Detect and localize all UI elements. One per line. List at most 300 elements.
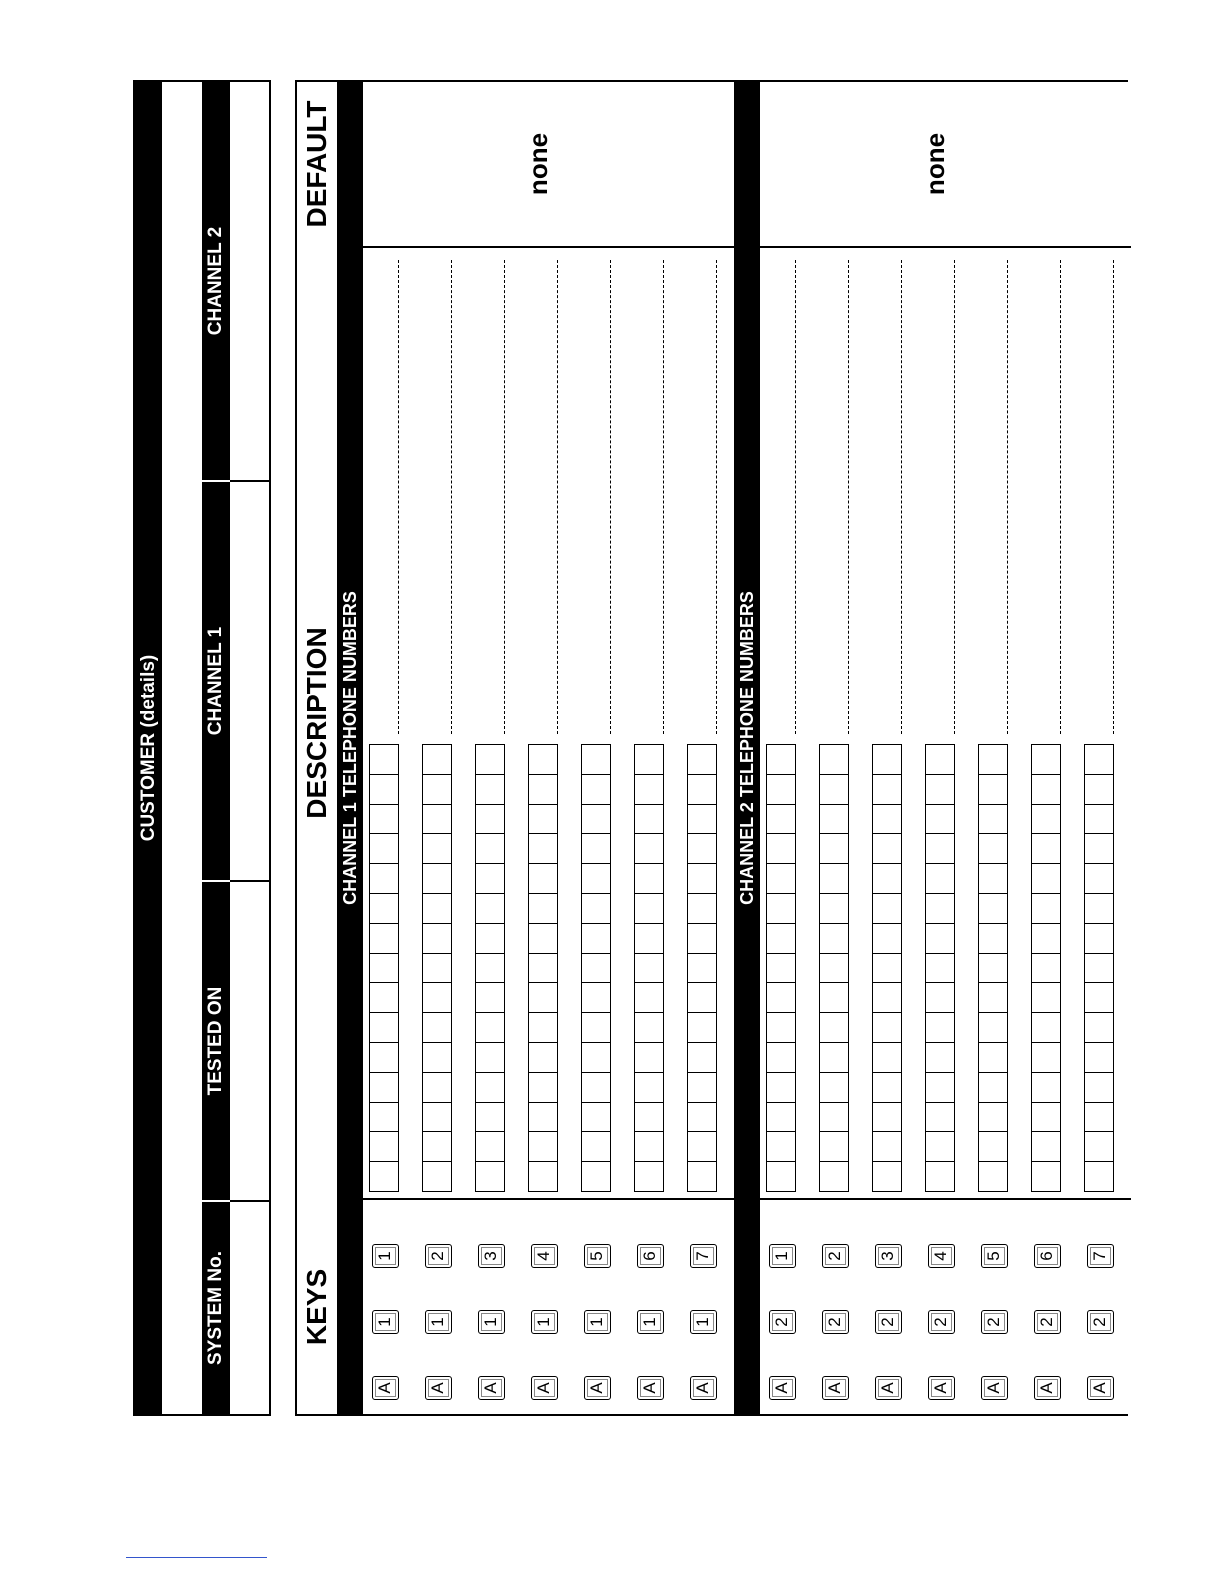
digit-box[interactable] (635, 863, 663, 893)
digit-box[interactable] (423, 1072, 451, 1102)
digit-box[interactable] (582, 1072, 610, 1102)
digit-box[interactable] (820, 1072, 848, 1102)
digit-box[interactable] (820, 833, 848, 863)
digit-box[interactable] (1085, 833, 1113, 863)
digit-box[interactable] (476, 923, 504, 953)
digit-box[interactable] (926, 982, 954, 1012)
digit-box[interactable] (529, 1042, 557, 1072)
digit-box[interactable] (635, 774, 663, 804)
digit-box[interactable] (370, 982, 398, 1012)
digit-box[interactable] (688, 833, 716, 863)
digit-box[interactable] (370, 1012, 398, 1042)
keypad-key: 2 (822, 1310, 849, 1334)
digit-box[interactable] (979, 1012, 1007, 1042)
keypad-key: 6 (1034, 1244, 1061, 1268)
digit-box[interactable] (635, 1161, 663, 1191)
keypad-key: 5 (981, 1244, 1008, 1268)
keypad-key: 1 (372, 1244, 399, 1268)
digit-box[interactable] (1085, 893, 1113, 923)
digit-box[interactable] (582, 1012, 610, 1042)
keypad-key: 2 (769, 1310, 796, 1334)
digit-box[interactable] (767, 804, 795, 834)
digit-box[interactable] (1032, 745, 1060, 774)
digit-box[interactable] (688, 863, 716, 893)
default-column-header: DEFAULT (301, 100, 332, 228)
digit-box[interactable] (476, 863, 504, 893)
digit-box[interactable] (767, 863, 795, 893)
column-divider (760, 246, 1131, 248)
digit-box[interactable] (979, 745, 1007, 774)
digit-box[interactable] (767, 774, 795, 804)
keypad-key: 5 (584, 1244, 611, 1268)
description-line[interactable] (663, 260, 664, 734)
digit-box[interactable] (582, 833, 610, 863)
phone-digit-boxes[interactable] (687, 744, 717, 1192)
digit-box[interactable] (1085, 863, 1113, 893)
digit-box[interactable] (370, 774, 398, 804)
digit-box[interactable] (873, 893, 901, 923)
phone-digit-boxes[interactable] (581, 744, 611, 1192)
digit-box[interactable] (979, 1072, 1007, 1102)
digit-box[interactable] (635, 833, 663, 863)
digit-box[interactable] (1085, 923, 1113, 953)
digit-box[interactable] (926, 1012, 954, 1042)
digit-box[interactable] (820, 774, 848, 804)
digit-box[interactable] (926, 774, 954, 804)
keypad-key: 3 (875, 1244, 902, 1268)
digit-box[interactable] (423, 1042, 451, 1072)
digit-box[interactable] (582, 982, 610, 1012)
digit-box[interactable] (529, 1072, 557, 1102)
digit-box[interactable] (979, 1042, 1007, 1072)
digit-box[interactable] (979, 1102, 1007, 1132)
digit-box[interactable] (1032, 774, 1060, 804)
digit-box[interactable] (423, 893, 451, 923)
digit-box[interactable] (529, 863, 557, 893)
channel-2-field[interactable] (230, 82, 271, 480)
digit-box[interactable] (1085, 774, 1113, 804)
phone-digit-boxes[interactable] (766, 744, 796, 1192)
keypad-key: A (769, 1376, 796, 1400)
digit-box[interactable] (873, 863, 901, 893)
digit-box[interactable] (370, 1072, 398, 1102)
customer-title: CUSTOMER (details) (135, 82, 162, 1414)
digit-box[interactable] (767, 1072, 795, 1102)
digit-box[interactable] (688, 923, 716, 953)
digit-box[interactable] (476, 1072, 504, 1102)
channel-1-header: CHANNEL 1 (205, 626, 226, 736)
phone-digit-boxes[interactable] (978, 744, 1008, 1192)
description-line[interactable] (795, 260, 796, 734)
digit-box[interactable] (582, 804, 610, 834)
digit-box[interactable] (820, 1102, 848, 1132)
digit-box[interactable] (476, 1102, 504, 1132)
digit-box[interactable] (688, 804, 716, 834)
digit-box[interactable] (476, 893, 504, 923)
digit-box[interactable] (635, 1072, 663, 1102)
digit-box[interactable] (476, 1161, 504, 1191)
channel-1-field[interactable] (230, 482, 271, 880)
keypad-key: 2 (981, 1310, 1008, 1334)
digit-box[interactable] (873, 745, 901, 774)
digit-box[interactable] (1032, 982, 1060, 1012)
keypad-key: A (478, 1376, 505, 1400)
digit-box[interactable] (979, 953, 1007, 983)
description-line[interactable] (901, 260, 902, 734)
digit-box[interactable] (529, 1012, 557, 1042)
digit-box[interactable] (926, 1042, 954, 1072)
digit-box[interactable] (979, 893, 1007, 923)
digit-box[interactable] (688, 893, 716, 923)
digit-box[interactable] (688, 774, 716, 804)
digit-box[interactable] (820, 1042, 848, 1072)
digit-box[interactable] (688, 1042, 716, 1072)
phone-digit-boxes[interactable] (872, 744, 902, 1192)
digit-box[interactable] (423, 745, 451, 774)
tested-on-header: TESTED ON (205, 986, 226, 1096)
digit-box[interactable] (529, 953, 557, 983)
digit-box[interactable] (582, 1161, 610, 1191)
digit-box[interactable] (1032, 804, 1060, 834)
digit-box[interactable] (688, 1131, 716, 1161)
digit-box[interactable] (926, 833, 954, 863)
digit-box[interactable] (1032, 1012, 1060, 1042)
digit-box[interactable] (767, 923, 795, 953)
digit-box[interactable] (1032, 863, 1060, 893)
digit-box[interactable] (926, 745, 954, 774)
keypad-key: A (637, 1376, 664, 1400)
digit-box[interactable] (767, 982, 795, 1012)
digit-box[interactable] (423, 833, 451, 863)
system-no-field[interactable] (230, 1202, 271, 1414)
digit-box[interactable] (582, 923, 610, 953)
digit-box[interactable] (820, 893, 848, 923)
digit-box[interactable] (370, 953, 398, 983)
digit-box[interactable] (635, 1102, 663, 1132)
keypad-key: 7 (690, 1244, 717, 1268)
digit-box[interactable] (370, 1042, 398, 1072)
keypad-key: 2 (822, 1244, 849, 1268)
digit-box[interactable] (423, 1131, 451, 1161)
description-line[interactable] (1113, 260, 1114, 734)
cell-divider (230, 480, 271, 482)
digit-box[interactable] (979, 863, 1007, 893)
digit-box[interactable] (370, 745, 398, 774)
digit-box[interactable] (476, 774, 504, 804)
digit-box[interactable] (1032, 1131, 1060, 1161)
phone-digit-boxes[interactable] (819, 744, 849, 1192)
digit-box[interactable] (370, 923, 398, 953)
digit-box[interactable] (529, 1131, 557, 1161)
description-line[interactable] (398, 260, 399, 734)
keypad-key: 4 (531, 1244, 558, 1268)
digit-box[interactable] (476, 1131, 504, 1161)
header-divider (202, 1200, 230, 1202)
phone-digit-boxes[interactable] (475, 744, 505, 1192)
digit-box[interactable] (979, 1161, 1007, 1191)
digit-box[interactable] (423, 863, 451, 893)
digit-box[interactable] (635, 1131, 663, 1161)
digit-box[interactable] (1085, 982, 1113, 1012)
digit-box[interactable] (767, 1131, 795, 1161)
digit-box[interactable] (926, 863, 954, 893)
digit-box[interactable] (820, 745, 848, 774)
digit-box[interactable] (767, 893, 795, 923)
digit-box[interactable] (873, 1161, 901, 1191)
keypad-key: A (690, 1376, 717, 1400)
digit-box[interactable] (370, 1131, 398, 1161)
digit-box[interactable] (926, 893, 954, 923)
digit-box[interactable] (635, 1012, 663, 1042)
digit-box[interactable] (423, 1012, 451, 1042)
digit-box[interactable] (688, 953, 716, 983)
keys-column-header: KEYS (301, 1268, 332, 1346)
digit-box[interactable] (529, 893, 557, 923)
digit-box[interactable] (582, 745, 610, 774)
digit-box[interactable] (529, 1161, 557, 1191)
phone-digit-boxes[interactable] (1031, 744, 1061, 1192)
phone-digit-boxes[interactable] (369, 744, 399, 1192)
digit-box[interactable] (370, 1161, 398, 1191)
digit-box[interactable] (635, 923, 663, 953)
digit-box[interactable] (529, 923, 557, 953)
keypad-key: 1 (478, 1310, 505, 1334)
digit-box[interactable] (423, 804, 451, 834)
column-divider (363, 246, 734, 248)
digit-box[interactable] (1085, 1012, 1113, 1042)
digit-box[interactable] (476, 833, 504, 863)
cell-divider (230, 1200, 271, 1202)
digit-box[interactable] (423, 953, 451, 983)
digit-box[interactable] (873, 1102, 901, 1132)
digit-box[interactable] (635, 982, 663, 1012)
digit-box[interactable] (370, 1102, 398, 1132)
keypad-key: 1 (372, 1310, 399, 1334)
digit-box[interactable] (873, 774, 901, 804)
keypad-key: 1 (425, 1310, 452, 1334)
digit-box[interactable] (476, 1012, 504, 1042)
digit-box[interactable] (688, 1102, 716, 1132)
keypad-key: 1 (690, 1310, 717, 1334)
digit-box[interactable] (926, 1161, 954, 1191)
digit-box[interactable] (926, 1102, 954, 1132)
digit-box[interactable] (423, 1161, 451, 1191)
footer-link-line (126, 1557, 267, 1558)
digit-box[interactable] (476, 982, 504, 1012)
digit-box[interactable] (423, 982, 451, 1012)
digit-box[interactable] (1032, 1102, 1060, 1132)
digit-box[interactable] (820, 923, 848, 953)
digit-box[interactable] (529, 774, 557, 804)
digit-box[interactable] (926, 804, 954, 834)
digit-box[interactable] (873, 953, 901, 983)
digit-box[interactable] (979, 1131, 1007, 1161)
digit-box[interactable] (582, 1131, 610, 1161)
description-column-header: DESCRIPTION (301, 627, 332, 819)
description-line[interactable] (557, 260, 558, 734)
phone-digit-boxes[interactable] (634, 744, 664, 1192)
digit-box[interactable] (1032, 833, 1060, 863)
digit-box[interactable] (820, 953, 848, 983)
keypad-key: 1 (531, 1310, 558, 1334)
keypad-key: 2 (928, 1310, 955, 1334)
digit-box[interactable] (979, 833, 1007, 863)
digit-box[interactable] (979, 804, 1007, 834)
digit-box[interactable] (688, 1161, 716, 1191)
section-title-bar: CHANNEL 2 TELEPHONE NUMBERS (734, 82, 760, 1414)
digit-box[interactable] (926, 923, 954, 953)
digit-box[interactable] (529, 833, 557, 863)
digit-box[interactable] (423, 774, 451, 804)
digit-box[interactable] (582, 774, 610, 804)
digit-box[interactable] (820, 804, 848, 834)
digit-box[interactable] (1085, 804, 1113, 834)
digit-box[interactable] (476, 745, 504, 774)
digit-box[interactable] (370, 893, 398, 923)
digit-box[interactable] (1085, 1072, 1113, 1102)
digit-box[interactable] (820, 863, 848, 893)
digit-box[interactable] (979, 982, 1007, 1012)
digit-box[interactable] (1085, 1102, 1113, 1132)
description-line[interactable] (954, 260, 955, 734)
digit-box[interactable] (370, 804, 398, 834)
digit-box[interactable] (370, 833, 398, 863)
digit-box[interactable] (820, 982, 848, 1012)
digit-box[interactable] (688, 982, 716, 1012)
digit-box[interactable] (1085, 1042, 1113, 1072)
digit-box[interactable] (582, 863, 610, 893)
description-line[interactable] (1060, 260, 1061, 734)
digit-box[interactable] (476, 804, 504, 834)
digit-box[interactable] (926, 1072, 954, 1102)
digit-box[interactable] (767, 745, 795, 774)
keypad-key: A (981, 1376, 1008, 1400)
digit-box[interactable] (873, 1131, 901, 1161)
digit-box[interactable] (582, 953, 610, 983)
digit-box[interactable] (979, 774, 1007, 804)
keypad-key: A (425, 1376, 452, 1400)
digit-box[interactable] (423, 1102, 451, 1132)
digit-box[interactable] (767, 1012, 795, 1042)
digit-box[interactable] (529, 982, 557, 1012)
digit-box[interactable] (635, 1042, 663, 1072)
digit-box[interactable] (582, 1042, 610, 1072)
digit-box[interactable] (873, 1012, 901, 1042)
keypad-key: A (875, 1376, 902, 1400)
digit-box[interactable] (688, 1072, 716, 1102)
digit-box[interactable] (767, 1042, 795, 1072)
digit-box[interactable] (926, 1131, 954, 1161)
digit-box[interactable] (635, 804, 663, 834)
keypad-key: 1 (769, 1244, 796, 1268)
digit-box[interactable] (476, 953, 504, 983)
system-no-header: SYSTEM No. (205, 1251, 226, 1366)
digit-box[interactable] (635, 745, 663, 774)
digit-box[interactable] (529, 1102, 557, 1132)
digit-box[interactable] (1032, 953, 1060, 983)
keypad-key: A (1034, 1376, 1061, 1400)
digit-box[interactable] (820, 1161, 848, 1191)
digit-box[interactable] (370, 863, 398, 893)
digit-box[interactable] (1032, 923, 1060, 953)
digit-box[interactable] (767, 833, 795, 863)
digit-box[interactable] (1032, 1072, 1060, 1102)
digit-box[interactable] (873, 804, 901, 834)
rotated-form (133, 80, 1128, 1416)
digit-box[interactable] (1032, 893, 1060, 923)
keypad-key: A (822, 1376, 849, 1400)
keypad-key: 4 (928, 1244, 955, 1268)
digit-box[interactable] (873, 923, 901, 953)
customer-details-table (133, 80, 271, 1416)
description-line[interactable] (848, 260, 849, 734)
digit-box[interactable] (820, 1012, 848, 1042)
digit-box[interactable] (688, 745, 716, 774)
digit-box[interactable] (767, 953, 795, 983)
digit-box[interactable] (582, 1102, 610, 1132)
digit-box[interactable] (767, 1161, 795, 1191)
digit-box[interactable] (1085, 953, 1113, 983)
digit-box[interactable] (582, 893, 610, 923)
digit-box[interactable] (979, 923, 1007, 953)
keypad-key: A (531, 1376, 558, 1400)
digit-box[interactable] (873, 833, 901, 863)
section-title-bar: CHANNEL 1 TELEPHONE NUMBERS (337, 82, 363, 1414)
keypad-key: 1 (584, 1310, 611, 1334)
digit-box[interactable] (529, 745, 557, 774)
header-divider (202, 480, 230, 482)
digit-box[interactable] (1032, 1042, 1060, 1072)
digit-box[interactable] (1032, 1161, 1060, 1191)
description-line[interactable] (504, 260, 505, 734)
digit-box[interactable] (1085, 745, 1113, 774)
digit-box[interactable] (688, 1012, 716, 1042)
keypad-key: 1 (637, 1310, 664, 1334)
description-line[interactable] (610, 260, 611, 734)
digit-box[interactable] (423, 923, 451, 953)
digit-box[interactable] (820, 1131, 848, 1161)
digit-box[interactable] (529, 804, 557, 834)
customer-header-row (202, 82, 230, 1414)
description-line[interactable] (451, 260, 452, 734)
keypad-key: 2 (1034, 1310, 1061, 1334)
digit-box[interactable] (926, 953, 954, 983)
digit-box[interactable] (873, 1072, 901, 1102)
digit-box[interactable] (1085, 1161, 1113, 1191)
phone-digit-boxes[interactable] (422, 744, 452, 1192)
digit-box[interactable] (873, 982, 901, 1012)
description-line[interactable] (1007, 260, 1008, 734)
digit-box[interactable] (873, 1042, 901, 1072)
keypad-key: A (584, 1376, 611, 1400)
digit-box[interactable] (1085, 1131, 1113, 1161)
digit-box[interactable] (635, 893, 663, 923)
keypad-key: 2 (1087, 1310, 1114, 1334)
default-value: none (920, 132, 950, 196)
digit-box[interactable] (635, 953, 663, 983)
keypad-key: 2 (425, 1244, 452, 1268)
column-divider (363, 1198, 734, 1200)
digit-box[interactable] (767, 1102, 795, 1132)
tested-on-field[interactable] (230, 882, 271, 1200)
digit-box[interactable] (476, 1042, 504, 1072)
telephone-numbers-table (295, 80, 1128, 1416)
column-divider (760, 1198, 1131, 1200)
phone-digit-boxes[interactable] (528, 744, 558, 1192)
description-line[interactable] (716, 260, 717, 734)
phone-digit-boxes[interactable] (1084, 744, 1114, 1192)
phone-digit-boxes[interactable] (925, 744, 955, 1192)
